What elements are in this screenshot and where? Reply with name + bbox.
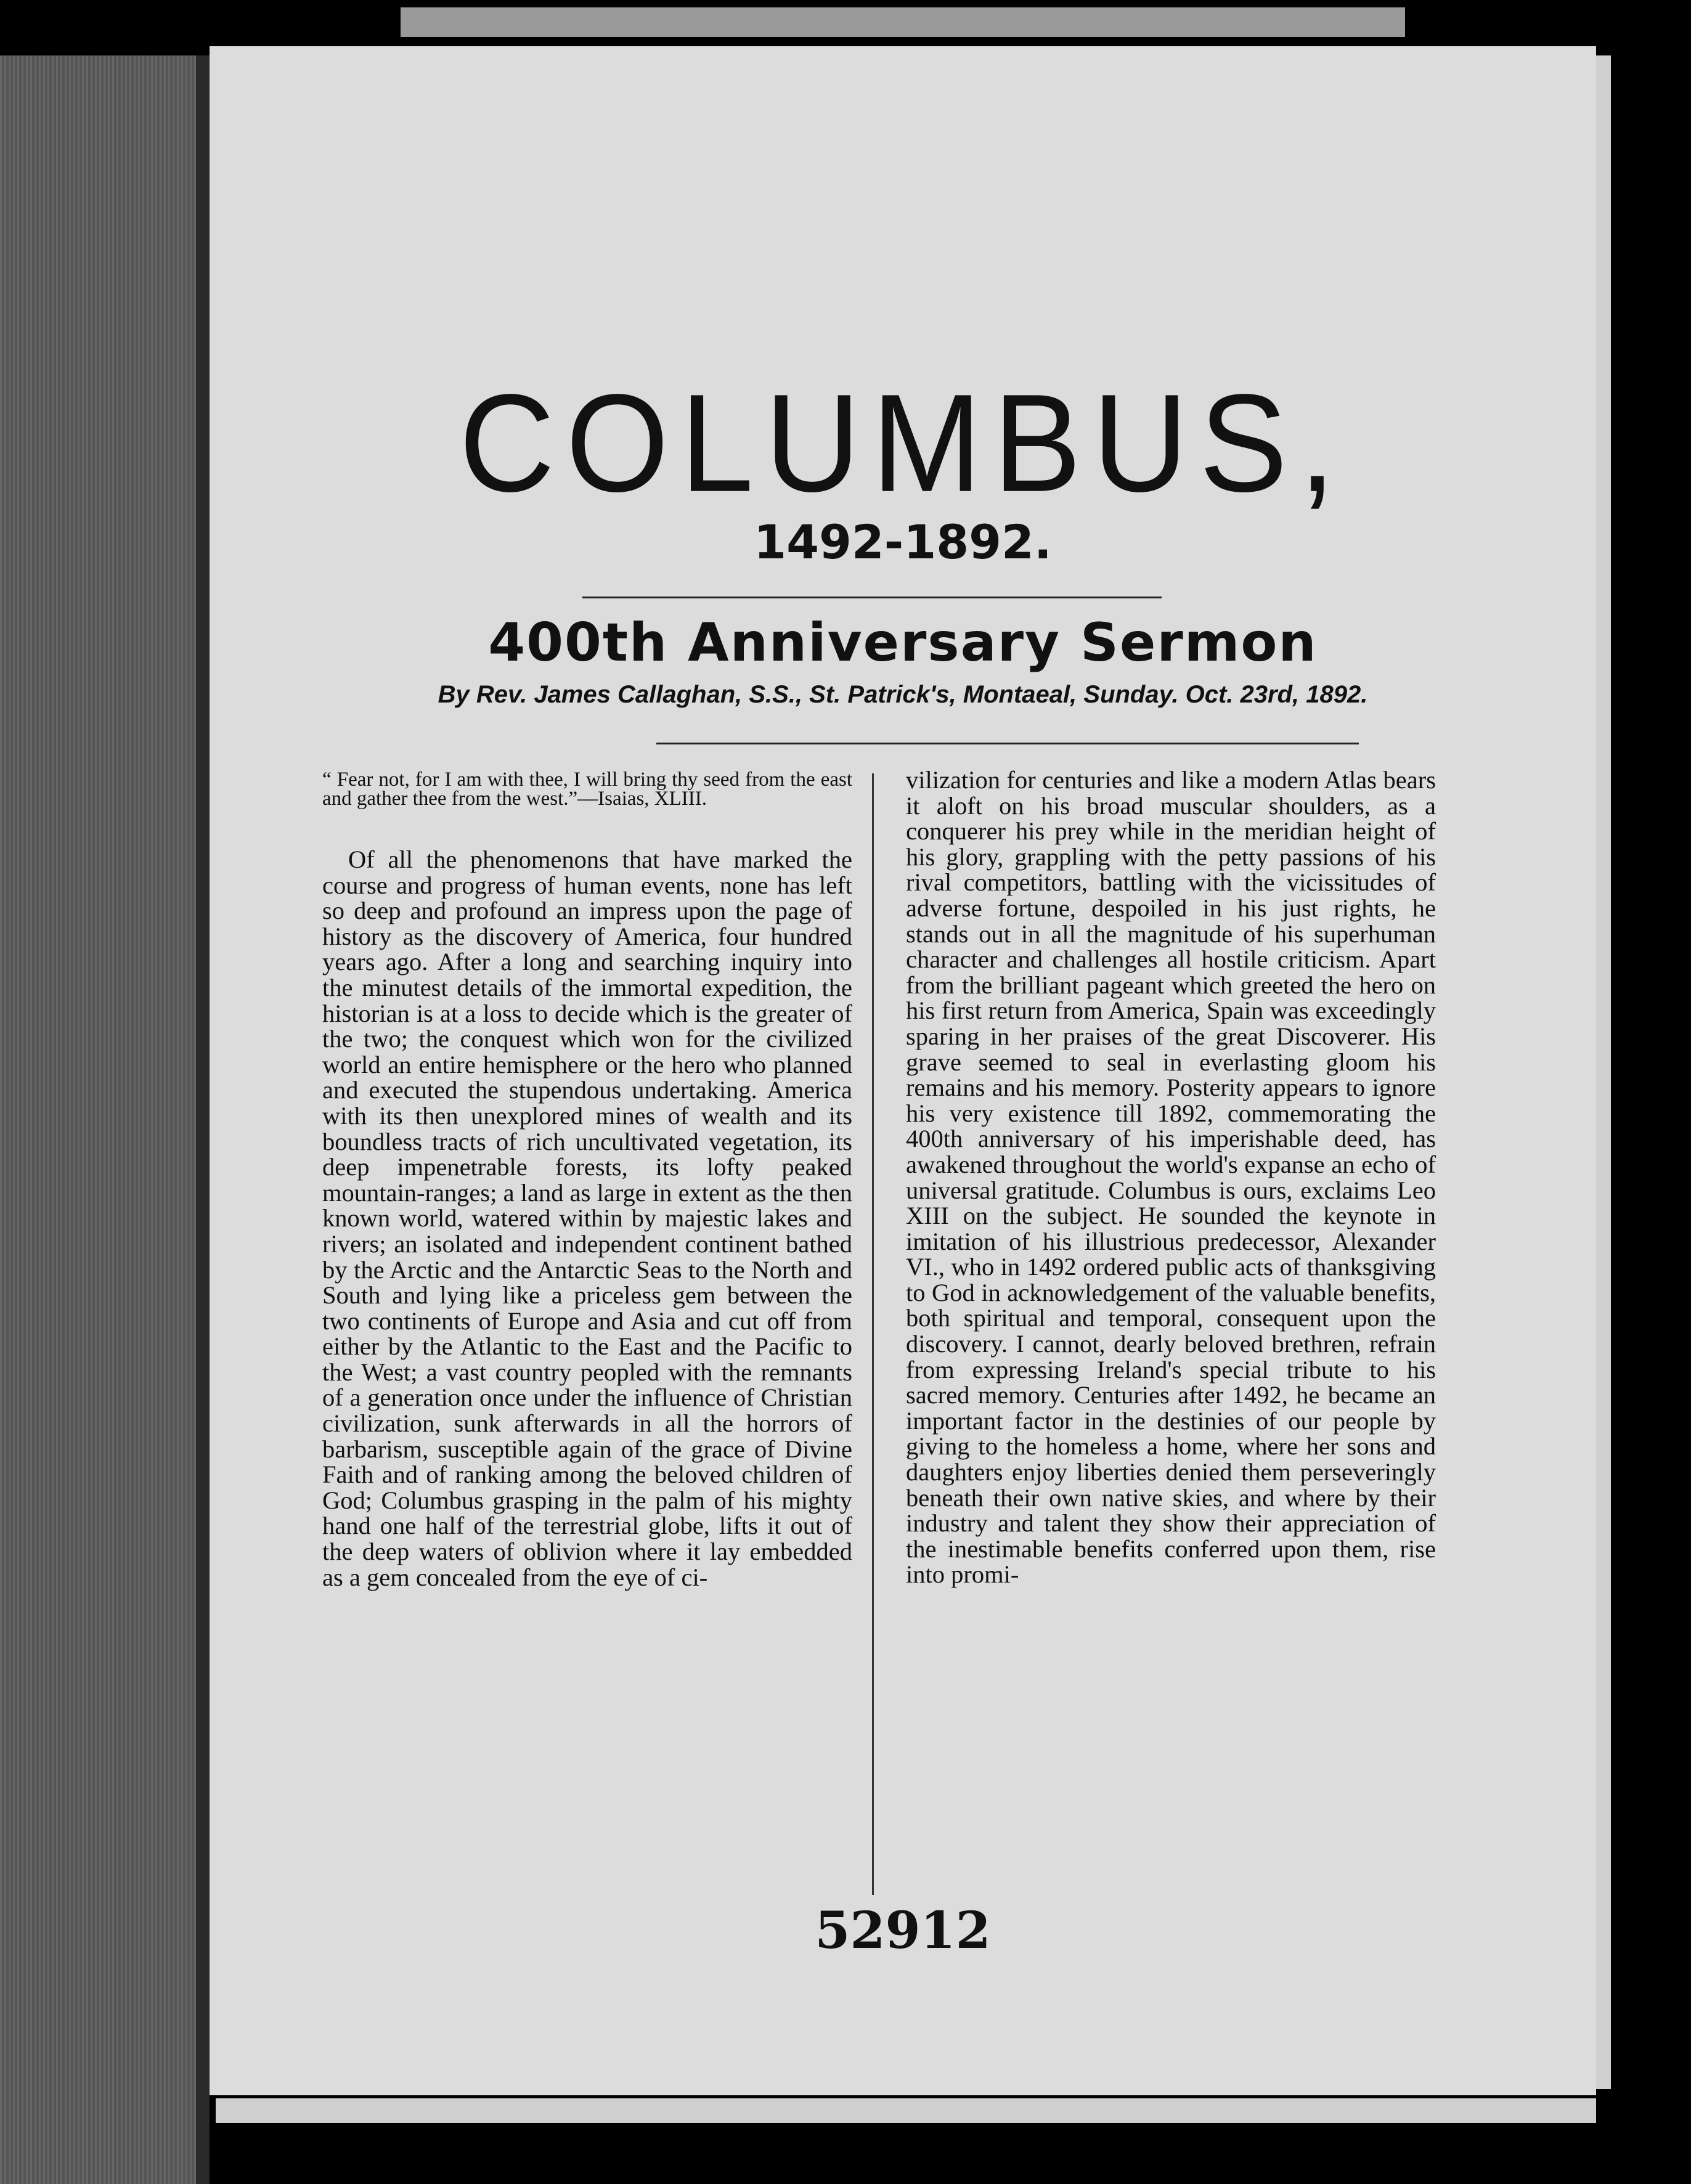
document-byline: By Rev. James Callaghan, S.S., St. Patrick's, Montaeal, Sunday. Oct. 23rd, 1892. xyxy=(438,681,1368,708)
binding-edge xyxy=(196,55,210,2184)
document-subtitle: 400th Anniversary Sermon xyxy=(488,612,1318,674)
body-paragraph-right: vilization for centuries and like a modern Atlas bears it aloft on his broad muscular shoulders, as a conquerer his prey while in the meridian height of his glory, grappling with the petty passions of his rival competitors, battling with the vicissitudes of adverse fortune, despoiled in his just rights, he stands out in all the magnitude of his superhuman character and challenges all hostile criticism. Apart from the brilliant pageant which greeted the hero on his first return from America, Spain was exceedingly sparing in her praises of the great Discoverer. His grave seemed to seal in everlasting gloom his remains and his memory. Posterity appears to ignore his very existence till 1892, commemorating the 400th anniversary of his imperishable deed, has awakened throughout the world's expanse an echo of universal gratitude. Columbus is ours, exclaims Leo XIII on the subject. He sounded the keynote in imitation of his illustrious predecessor, Alexander VI., who in 1492 ordered public acts of thanksgiving to God in acknowledgement of the valuable benefits, both spiritual and temporal, consequent upon the discovery. I cannot, dearly beloved brethren, refrain from expressing Ireland's special tribute to his sacred memory. Centuries after 1492, he became an important factor in the destinies of our people by giving to the homeless a home, where her sons and daughters enjoy liberties denied them perseveringly beneath their own native skies, and where by their industry and talent they show their appreciation of the inestimable benefits conferred upon them, rise into promi- xyxy=(906,766,1436,1589)
body-paragraph-left: Of all the phenomenons that have marked the course and progress of human events, none has left so deep and profound an impress upon the page of history as the discovery of America, four hundred years ago. After a long and searching inquiry into the minutest details of the immortal expedition, the historian is at a loss to decide which is the greater of the two; the conquest which won for the civilized world an entire hemisphere or the hero who planned and executed the stupendous undertaking. America with its then unexplored mines of wealth and its boundless tracts of rich uncultivated vegetation, its deep impenetrable forests, its lofty peaked mountain-ranges; a land as large in extent as the then known world, watered within by majestic lakes and rivers; an isolated and independent continent bathed by the Arctic and the Antarctic Seas to the North and South and lying like a priceless gem between the two continents of Europe and Asia and cut off from either by the Atlantic to the East and the Pacific to the West; a vast country peopled with the remnants of a generation once under the influence of Christian civilization, sunk afterwards in all the horrors of barbarism, susceptible again of the grace of Divine Faith and of ranking among the beloved children of God; Columbus grasping in the palm of his mighty hand one half of the terrestrial globe, lifts it out of the deep waters of oblivion where it lay embedded as a gem concealed from the eye of ci- xyxy=(322,845,852,1591)
title-rule-bottom xyxy=(656,743,1359,744)
epigraph: “ Fear not, for I am with thee, I will bring thy seed from the east and gather thee from the west.”—Isaias, XLIII. xyxy=(322,768,852,810)
top-cover-strip xyxy=(401,7,1405,37)
document-years: 1492-1892. xyxy=(754,515,1052,569)
title-rule-top xyxy=(582,597,1162,598)
page-number: 52912 xyxy=(815,1901,991,1960)
document-title: COLUMBUS, xyxy=(458,364,1347,521)
bottom-page-strip xyxy=(216,2098,1596,2123)
document-page xyxy=(210,46,1596,2095)
text-column-left xyxy=(322,770,852,1590)
book-binding xyxy=(0,55,210,2184)
page-edge xyxy=(1596,55,1611,2089)
text-column-right xyxy=(906,767,1436,1587)
column-divider xyxy=(872,773,874,1895)
